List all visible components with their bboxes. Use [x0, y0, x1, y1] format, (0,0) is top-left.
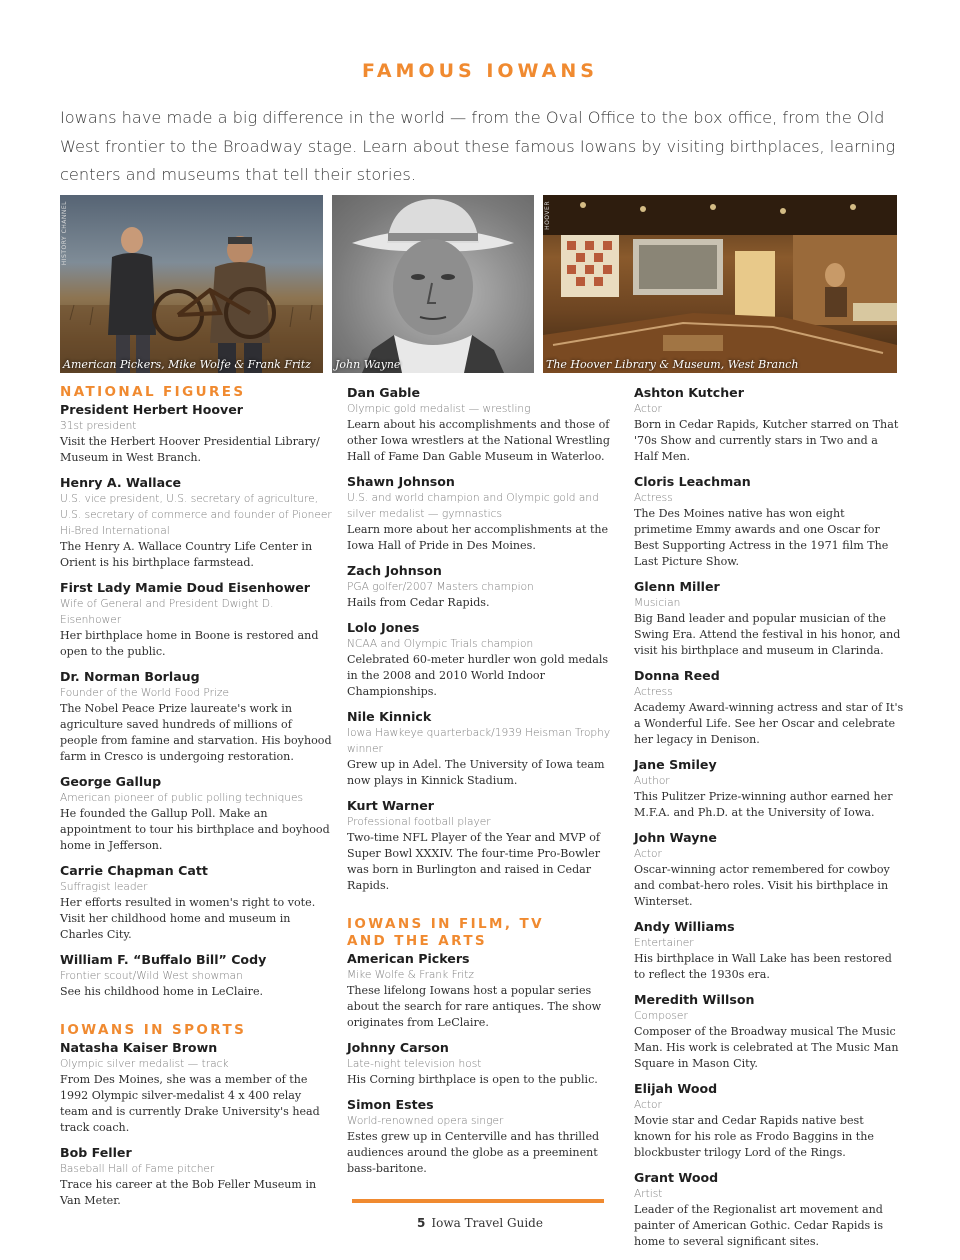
entry-role: Actor [634, 1099, 662, 1111]
section-heading-iowans-in-sports: IOWANS IN SPORTS [60, 1022, 247, 1038]
entry-name: Johnny Carson [347, 1040, 449, 1055]
entry-role: Entertainer [634, 937, 694, 949]
entry-bob-feller [60, 1144, 332, 1209]
entry-description: The Nobel Peace Prize laureate's work in agriculture saved hundreds of millions of people from famine and starvation. His boyhood farm in Cresco is undergoing restoration. [60, 702, 332, 763]
entry-name: Shawn Johnson [347, 474, 455, 489]
entry-shawn-johnson [347, 473, 617, 554]
entry-description: Trace his career at the Bob Feller Museum in Van Meter. [60, 1178, 317, 1207]
entry-meredith-willson [634, 991, 904, 1072]
entry-norman-borlaug [60, 668, 332, 765]
entry-name: Donna Reed [634, 668, 720, 683]
entry-name: John Wayne [634, 830, 717, 845]
entry-description: Born in Cedar Rapids, Kutcher starred on That '70s Show and currently stars in Two and a Half Men. [634, 418, 899, 463]
entry-name: Dan Gable [347, 385, 421, 400]
entry-name: Henry A. Wallace [60, 475, 182, 490]
entry-ashton-kutcher [634, 384, 904, 465]
column-3 [634, 384, 904, 1258]
entry-role: Olympic gold medalist — wrestling [347, 403, 531, 415]
entry-role: Composer [634, 1010, 688, 1022]
entry-name: George Gallup [60, 774, 162, 789]
entry-description: Hails from Cedar Rapids. [347, 596, 490, 609]
entry-name: President Herbert Hoover [60, 402, 243, 417]
section-heading-line: AND THE ARTS [347, 933, 488, 949]
american-pickers-photo [60, 195, 323, 373]
entry-lolo-jones [347, 619, 617, 700]
entry-johnny-carson [347, 1039, 617, 1088]
photo-caption: American Pickers, Mike Wolfe & Frank Fritz [63, 358, 311, 371]
entry-description: Movie star and Cedar Rapids native best known for his role as Frodo Baggins in the blockbuster trilogy Lord of the Rings. [634, 1114, 874, 1159]
entry-name: Andy Williams [634, 919, 735, 934]
entry-john-wayne [634, 829, 904, 910]
entry-description: He founded the Gallup Poll. Make an appointment to tour his birthplace and boyhood home in Jefferson. [60, 807, 330, 852]
intro-paragraph: Iowans have made a big difference in the world — from the Oval Office to the box office, from the Old West frontier to the Broadway stage. Learn about these famous Iowans by visiting birthplaces, learning centers and museums that tell their stories. [60, 108, 896, 184]
entry-donna-reed [634, 667, 904, 748]
entry-glenn-miller [634, 578, 904, 659]
entry-description: Oscar-winning actor remembered for cowboy and combat-hero roles. Visit his birthplace in Winterset. [634, 863, 890, 908]
entry-role: Late-night television host [347, 1058, 482, 1070]
entry-description: Her efforts resulted in women's right to vote. Visit her childhood home and museum in Charles City. [60, 896, 316, 941]
pickers-illustration [60, 195, 323, 373]
entry-name: Jane Smiley [634, 757, 717, 772]
entry-description: These lifelong Iowans host a popular series about the search for rare antiques. The show originates from LeClaire. [347, 984, 602, 1029]
entry-name: Grant Wood [634, 1170, 719, 1185]
entry-name: Lolo Jones [347, 620, 420, 635]
entry-andy-williams [634, 918, 904, 983]
section-heading-national-figures: NATIONAL FIGURES [60, 384, 246, 400]
entry-cloris-leachman [634, 473, 904, 570]
entry-kurt-warner [347, 797, 617, 894]
entry-role: Actor [634, 403, 662, 415]
entry-description: Learn about his accomplishments and those of other Iowa wrestlers at the National Wrestling Hall of Fame Dan Gable Museum in Waterloo. [347, 418, 610, 463]
entry-role: Iowa Hawkeye quarterback/1939 Heisman Trophy winner [347, 727, 611, 755]
entry-role: American pioneer of public polling techniques [60, 792, 304, 804]
entry-name: Bob Feller [60, 1145, 132, 1160]
entry-carrie-chapman-catt [60, 862, 332, 943]
entry-buffalo-bill-cody [60, 951, 332, 1000]
entry-description: Academy Award-winning actress and star of It's a Wonderful Life. See her Oscar and celebrate her legacy in Denison. [634, 701, 904, 746]
entry-name: First Lady Mamie Doud Eisenhower [60, 580, 310, 595]
entry-name: Zach Johnson [347, 563, 442, 578]
entry-description: Big Band leader and popular musician of the Swing Era. Attend the festival in his honor, and visit his birthplace and museum in Clarinda. [634, 612, 901, 657]
entry-description: The Des Moines native has won eight primetime Emmy awards and one Oscar for Best Supporting Actress in the 1971 film The Last Picture Show. [634, 507, 889, 568]
entry-name: Meredith Willson [634, 992, 755, 1007]
publication-name: Iowa Travel Guide [431, 1216, 543, 1230]
entry-role: Mike Wolfe & Frank Fritz [347, 969, 474, 981]
entry-role: Author [634, 775, 670, 787]
entry-zach-johnson [347, 562, 617, 611]
entry-role: World-renowned opera singer [347, 1115, 504, 1127]
entry-role: Actress [634, 492, 673, 504]
entry-role: 31st president [60, 420, 137, 432]
entry-description: Estes grew up in Centerville and has thrilled audiences around the globe as a preeminent bass-baritone. [347, 1130, 600, 1175]
entry-name: William F. “Buffalo Bill” Cody [60, 952, 267, 967]
john-wayne-photo [332, 195, 534, 373]
entry-herbert-hoover [60, 401, 332, 466]
column-1 [60, 384, 332, 1217]
entry-role: Baseball Hall of Fame pitcher [60, 1163, 215, 1175]
photo-credit: HISTORY CHANNEL [61, 201, 68, 266]
entry-role: Founder of the World Food Prize [60, 687, 229, 699]
entry-description: From Des Moines, she was a member of the 1992 Olympic silver-medalist 4 x 400 relay team and is currently Drake University's head track coach. [60, 1073, 320, 1134]
entry-role: Artist [634, 1188, 663, 1200]
entry-description: Celebrated 60-meter hurdler won gold medals in the 2008 and 2010 World Indoor Championships. [347, 653, 609, 698]
entry-elijah-wood [634, 1080, 904, 1161]
footer-divider [352, 1199, 604, 1203]
entry-description: See his childhood home in LeClaire. [60, 985, 264, 998]
entry-name: Simon Estes [347, 1097, 434, 1112]
page-number: 5 [417, 1216, 426, 1230]
entry-role: Suffragist leader [60, 881, 148, 893]
entry-mamie-eisenhower [60, 579, 332, 660]
page-title: FAMOUS IOWANS [362, 60, 598, 82]
entry-description: Two-time NFL Player of the Year and MVP of Super Bowl XXXIV. The four-time Pro-Bowler was born in Burlington and raised in Cedar Rapids. [347, 831, 601, 892]
entry-name: Carrie Chapman Catt [60, 863, 208, 878]
entry-name: Dr. Norman Borlaug [60, 669, 200, 684]
entry-name: Ashton Kutcher [634, 385, 744, 400]
entry-nile-kinnick [347, 708, 617, 789]
page-footer [0, 1216, 960, 1230]
entry-name: Elijah Wood [634, 1081, 718, 1096]
entry-role: PGA golfer/2007 Masters champion [347, 581, 534, 593]
section-heading-line: IOWANS IN FILM, TV [347, 916, 544, 932]
entry-role: Frontier scout/Wild West showman [60, 970, 243, 982]
entry-role: U.S. vice president, U.S. secretary of agriculture, U.S. secretary of commerce and founder of Pioneer Hi-Bred International [60, 493, 332, 537]
entry-george-gallup [60, 773, 332, 854]
entry-description: This Pulitzer Prize-winning author earned her M.F.A. and Ph.D. at the University of Iowa. [634, 790, 893, 819]
entry-role: Actress [634, 686, 673, 698]
entry-role: Musician [634, 597, 681, 609]
entry-name: Kurt Warner [347, 798, 434, 813]
entry-description: The Henry A. Wallace Country Life Center in Orient is his birthplace farmstead. [60, 540, 313, 569]
entry-description: Grew up in Adel. The University of Iowa team now plays in Kinnick Stadium. [347, 758, 605, 787]
entry-american-pickers [347, 950, 617, 1031]
photo-credit: HOOVER [544, 201, 551, 230]
hoover-library-photo [543, 195, 897, 373]
entry-name: Cloris Leachman [634, 474, 751, 489]
column-2 [347, 384, 617, 1185]
entry-grant-wood [634, 1169, 904, 1250]
john-wayne-portrait [332, 195, 534, 373]
entry-description: Visit the Herbert Hoover Presidential Library/ Museum in West Branch. [60, 435, 320, 464]
entry-role: Actor [634, 848, 662, 860]
entry-natasha-kaiser-brown [60, 1039, 332, 1136]
entry-jane-smiley [634, 756, 904, 821]
entry-description: His Corning birthplace is open to the public. [347, 1073, 598, 1086]
entry-role: Professional football player [347, 816, 491, 828]
entry-role: U.S. and world champion and Olympic gold and silver medalist — gymnastics [347, 492, 599, 520]
entry-role: NCAA and Olympic Trials champion [347, 638, 534, 650]
entry-role: Wife of General and President Dwight D. Eisenhower [60, 598, 274, 626]
entry-description: Her birthplace home in Boone is restored and open to the public. [60, 629, 319, 658]
entry-henry-wallace [60, 474, 332, 571]
entry-description: His birthplace in Wall Lake has been restored to reflect the 1930s era. [634, 952, 892, 981]
museum-interior-illustration [543, 195, 897, 373]
entry-name: Natasha Kaiser Brown [60, 1040, 218, 1055]
photo-caption: The Hoover Library & Museum, West Branch [546, 358, 799, 371]
entry-description: Composer of the Broadway musical The Music Man. His work is celebrated at The Music Man Square in Mason City. [634, 1025, 899, 1070]
entry-role: Olympic silver medalist — track [60, 1058, 229, 1070]
entry-name: American Pickers [347, 951, 470, 966]
entry-simon-estes [347, 1096, 617, 1177]
entry-description: Learn more about her accomplishments at the Iowa Hall of Pride in Des Moines. [347, 523, 609, 552]
entry-name: Glenn Miller [634, 579, 720, 594]
entry-dan-gable [347, 384, 617, 465]
section-heading-film-tv-arts [347, 916, 617, 950]
entry-name: Nile Kinnick [347, 709, 432, 724]
photo-caption: John Wayne [335, 358, 401, 371]
entry-description: Leader of the Regionalist art movement and painter of American Gothic. Cedar Rapids is home to several significant sites. [634, 1203, 884, 1248]
